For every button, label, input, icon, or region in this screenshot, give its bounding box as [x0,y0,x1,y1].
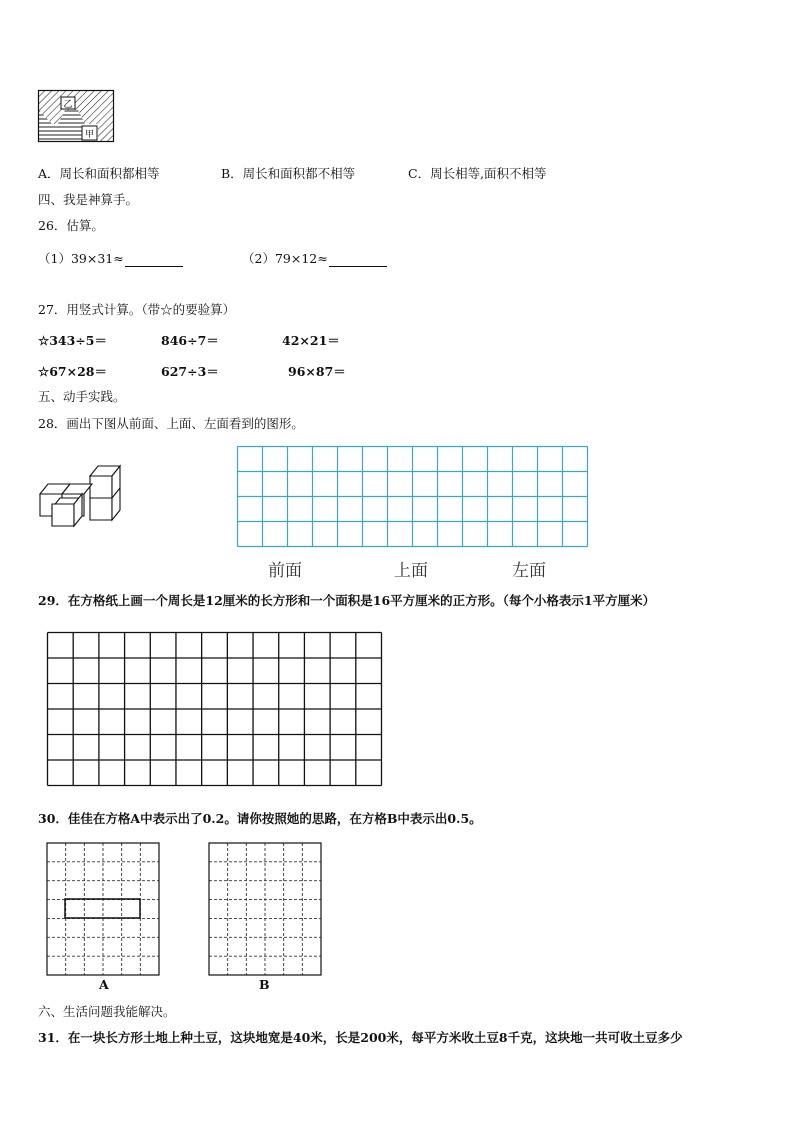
q31-title: 31．在一块长方形土地上种土豆，这块地宽是40米，长是200米，每平方米收土豆8千克，这块地一共可收土豆多少 [38,1030,683,1045]
section-4-heading: 四、我是神算手。 [38,192,139,207]
grid-b-label: B [259,977,270,992]
option-b: B．周长和面积都不相等 [221,166,356,181]
section-5-heading: 五、动手实践。 [38,389,126,404]
view-drawing-grid[interactable] [237,446,589,548]
q28-title: 28．画出下图从前面、上面、左面看到的图形。 [38,416,304,431]
q26-item-2-text: （2）79×12≈ [242,251,328,266]
view-label-front: 前面 [268,561,302,581]
grid-a-label: A [99,977,109,992]
label-jia: 甲 [84,130,95,140]
shaded-region-0-2 [65,899,140,918]
q26-item-1-text: （1）39×31≈ [38,251,124,266]
option-c: C．周长相等,面积不相等 [408,166,547,181]
square-grid-paper[interactable] [47,632,383,787]
q26-item-1 [38,251,183,267]
answer-blank[interactable] [125,253,183,267]
section-6-heading: 六、生活问题我能解决。 [38,1004,176,1019]
label-yi: 乙 [63,100,73,110]
q27-title: 27．用竖式计算。（带☆的要验算） [38,302,236,317]
q26-item-2 [242,251,387,267]
q27-item-4: ☆67×28＝ [38,364,107,379]
q27-item-6: 96×87＝ [288,364,346,379]
option-a: A．周长和面积都相等 [38,166,160,181]
grid-a [46,842,160,976]
q27-item-2: 846÷7＝ [161,333,219,348]
figure-shape-diagram [38,90,114,142]
q29-title: 29．在方格纸上画一个周长是12厘米的长方形和一个面积是16平方厘米的正方形。（每个小格表示1平方厘米） [38,593,656,608]
answer-blank[interactable] [329,253,387,267]
view-label-top: 上面 [394,561,428,581]
q27-item-5: 627÷3＝ [161,364,219,379]
q30-title: 30．佳佳在方格A中表示出了0.2。请你按照她的思路，在方格B中表示出0.5。 [38,811,482,826]
q26-title: 26．估算。 [38,218,104,233]
grid-b[interactable] [208,842,322,976]
cube-stack-figure [38,460,130,526]
view-label-left: 左面 [512,561,546,581]
q27-item-1: ☆343÷5＝ [38,333,107,348]
q27-item-3: 42×21＝ [282,333,340,348]
